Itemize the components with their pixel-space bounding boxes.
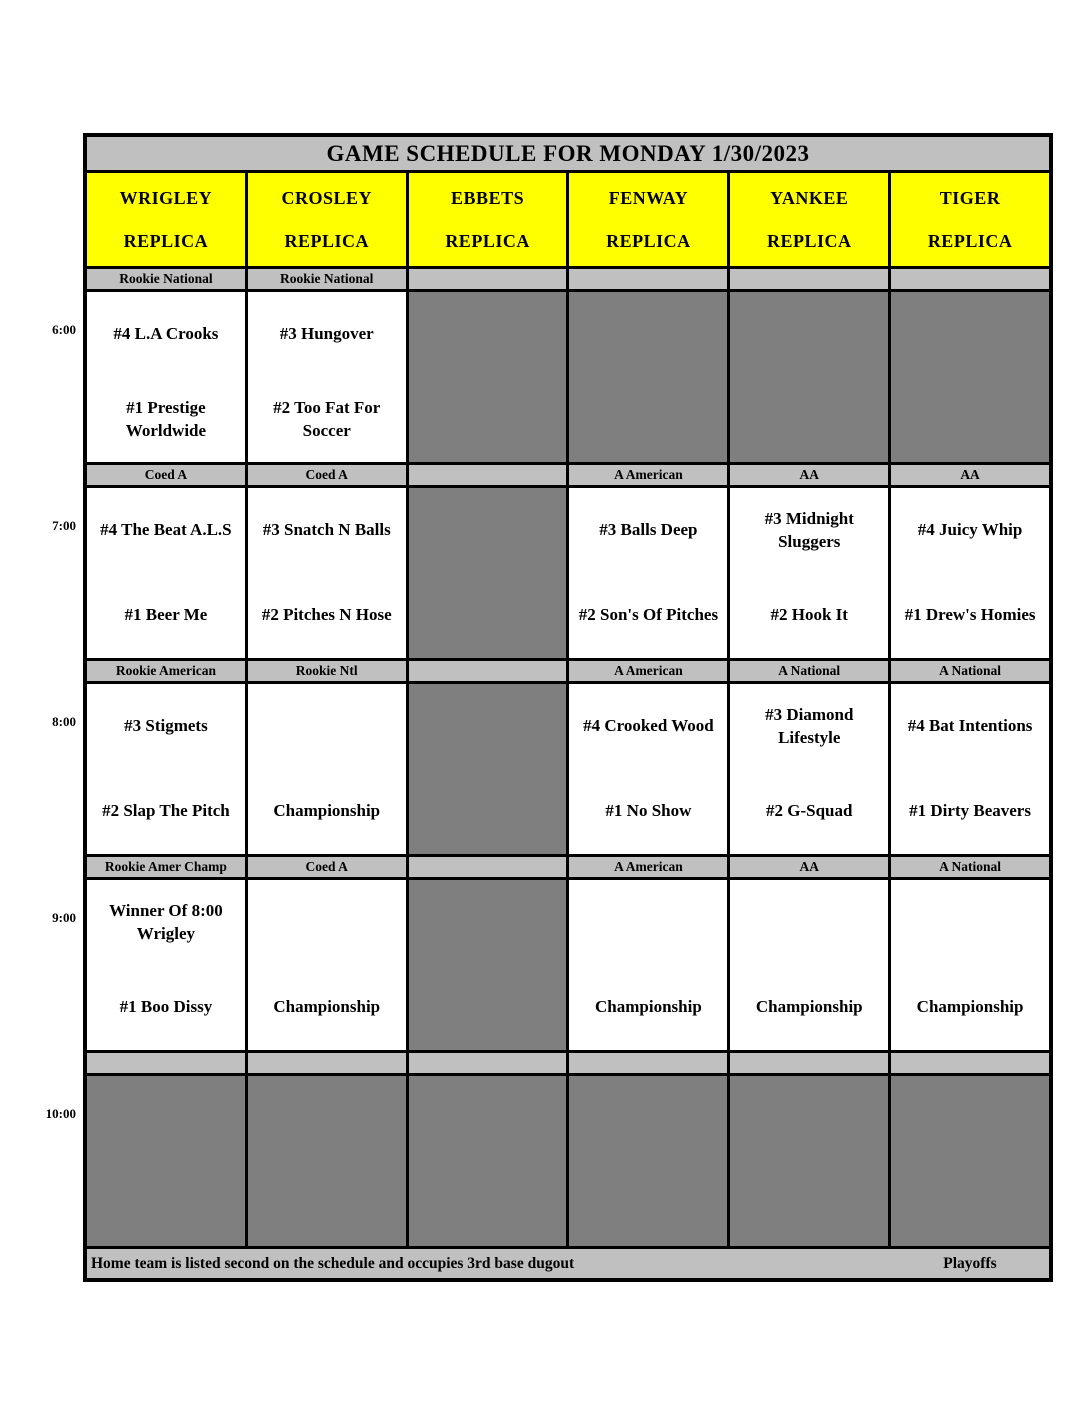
field-sub: REPLICA <box>123 231 209 251</box>
field-name: WRIGLEY <box>119 188 213 208</box>
time-label-8:00: 8:00 <box>52 714 76 729</box>
visitor-team <box>569 292 727 377</box>
field-sub: REPLICA <box>766 231 852 251</box>
game-cell-tiger-9:00 <box>891 880 1049 1050</box>
home-team: #1 Prestige Worldwide <box>125 398 207 440</box>
field-header-wrigley <box>87 173 245 266</box>
league-label-ebbets-6:00 <box>409 269 567 289</box>
home-team: #1 Boo Dissy <box>119 997 213 1017</box>
visitor-team: #3 Balls Deep <box>599 520 698 540</box>
schedule-table <box>83 133 1053 1282</box>
visitor-team: #4 Bat Intentions <box>907 716 1033 736</box>
visitor-team <box>730 880 888 965</box>
league-label-tiger-8:00: A National <box>891 661 1049 681</box>
game-cell-crosley-7:00 <box>248 488 406 658</box>
field-sub: REPLICA <box>606 231 691 251</box>
home-team: Championship <box>595 997 702 1017</box>
league-label-tiger-10:00 <box>891 1053 1049 1073</box>
visitor-team <box>891 292 1049 377</box>
league-label-ebbets-7:00 <box>409 465 567 485</box>
home-team <box>569 377 727 462</box>
field-header-fenway <box>569 173 727 266</box>
field-name: TIGER <box>939 188 1001 208</box>
visitor-team <box>730 1076 888 1161</box>
visitor-team <box>87 1076 245 1161</box>
game-cell-wrigley-7:00 <box>87 488 245 658</box>
game-cell-ebbets-9:00 <box>409 880 567 1050</box>
home-team <box>409 1161 567 1246</box>
home-team: Championship <box>273 801 381 821</box>
home-team <box>248 1161 406 1246</box>
league-label-fenway-6:00 <box>569 269 727 289</box>
time-label-7:00: 7:00 <box>52 518 76 533</box>
playoffs-label: Playoffs <box>943 1254 997 1272</box>
visitor-team: #4 Juicy Whip <box>917 520 1023 540</box>
home-team: #2 Hook It <box>770 605 848 625</box>
field-name: CROSLEY <box>281 188 372 208</box>
visitor-team <box>891 880 1049 965</box>
league-label-wrigley-8:00: Rookie American <box>87 661 245 681</box>
league-label-wrigley-6:00: Rookie National <box>87 269 245 289</box>
game-cell-crosley-8:00 <box>248 684 406 854</box>
visitor-team <box>891 1076 1049 1161</box>
league-label-fenway-8:00: A American <box>569 661 727 681</box>
visitor-team <box>248 880 406 965</box>
game-cell-ebbets-6:00 <box>409 292 567 462</box>
game-cell-ebbets-10:00 <box>409 1076 567 1246</box>
visitor-team: #4 The Beat A.L.S <box>100 520 232 540</box>
visitor-team <box>248 1076 406 1161</box>
home-team <box>409 769 567 854</box>
time-label-6:00: 6:00 <box>52 322 76 337</box>
visitor-team: #4 L.A Crooks <box>113 324 219 344</box>
visitor-team: #3 Hungover <box>279 324 374 344</box>
footer-row <box>87 1249 1049 1278</box>
game-cell-tiger-7:00 <box>891 488 1049 658</box>
home-team <box>409 377 567 462</box>
visitor-team: #3 Diamond Lifestyle <box>765 705 854 747</box>
game-cell-crosley-6:00 <box>248 292 406 462</box>
field-name: EBBETS <box>451 188 525 208</box>
home-team: #2 Pitches N Hose <box>261 605 392 625</box>
league-label-tiger-9:00: A National <box>891 857 1049 877</box>
league-label-yankee-8:00: A National <box>730 661 888 681</box>
visitor-team: #3 Snatch N Balls <box>262 520 391 540</box>
game-cell-wrigley-6:00 <box>87 292 245 462</box>
game-cell-yankee-8:00 <box>730 684 888 854</box>
league-label-crosley-6:00: Rookie National <box>248 269 406 289</box>
home-team <box>730 1161 888 1246</box>
home-team <box>569 1161 727 1246</box>
visitor-team: #3 Stigmets <box>124 716 208 736</box>
league-label-ebbets-8:00 <box>409 661 567 681</box>
league-label-yankee-9:00: AA <box>730 857 888 877</box>
league-label-wrigley-9:00: Rookie Amer Champ <box>87 857 245 877</box>
field-sub: REPLICA <box>927 231 1013 251</box>
league-label-yankee-6:00 <box>730 269 888 289</box>
time-label-9:00: 9:00 <box>52 910 76 925</box>
visitor-team <box>409 292 567 377</box>
home-team: #2 Slap The Pitch <box>102 801 230 821</box>
game-cell-yankee-9:00 <box>730 880 888 1050</box>
visitor-team: #4 Crooked Wood <box>583 716 714 736</box>
game-cell-tiger-8:00 <box>891 684 1049 854</box>
home-team: #2 G-Squad <box>766 801 853 821</box>
visitor-team <box>409 880 567 965</box>
game-cell-wrigley-9:00 <box>87 880 245 1050</box>
game-cell-tiger-6:00 <box>891 292 1049 462</box>
visitor-team <box>409 488 567 573</box>
league-label-wrigley-7:00: Coed A <box>87 465 245 485</box>
field-header-yankee <box>730 173 888 266</box>
game-cell-ebbets-7:00 <box>409 488 567 658</box>
game-cell-fenway-9:00 <box>569 880 727 1050</box>
game-cell-wrigley-10:00 <box>87 1076 245 1246</box>
visitor-team: #3 Midnight Sluggers <box>764 509 854 551</box>
home-team: #2 Too Fat For Soccer <box>273 398 381 440</box>
game-cell-wrigley-8:00 <box>87 684 245 854</box>
field-name: YANKEE <box>770 188 849 208</box>
league-label-tiger-7:00: AA <box>891 465 1049 485</box>
visitor-team <box>569 880 727 965</box>
game-cell-fenway-8:00 <box>569 684 727 854</box>
game-cell-yankee-6:00 <box>730 292 888 462</box>
league-label-yankee-7:00: AA <box>730 465 888 485</box>
time-label-10:00: 10:00 <box>45 1106 76 1121</box>
home-team <box>891 1161 1049 1246</box>
league-label-tiger-6:00 <box>891 269 1049 289</box>
home-team: #1 Drew's Homies <box>904 605 1036 625</box>
visitor-team: Winner Of 8:00 Wrigley <box>109 901 223 943</box>
home-team <box>409 965 567 1050</box>
field-name: FENWAY <box>608 188 689 208</box>
game-cell-tiger-10:00 <box>891 1076 1049 1246</box>
visitor-team <box>248 684 406 769</box>
game-cell-fenway-10:00 <box>569 1076 727 1246</box>
schedule-title: GAME SCHEDULE FOR MONDAY 1/30/2023 <box>87 137 1049 170</box>
home-team: #1 No Show <box>605 801 692 821</box>
game-cell-fenway-6:00 <box>569 292 727 462</box>
game-cell-fenway-7:00 <box>569 488 727 658</box>
home-team-note: Home team is listed second on the schedule and occupies 3rd base dugout <box>91 1254 575 1272</box>
game-cell-yankee-10:00 <box>730 1076 888 1246</box>
league-label-ebbets-9:00 <box>409 857 567 877</box>
home-team: #1 Dirty Beavers <box>909 801 1031 821</box>
league-label-crosley-9:00: Coed A <box>248 857 406 877</box>
field-header-tiger <box>891 173 1049 266</box>
league-label-wrigley-10:00 <box>87 1053 245 1073</box>
field-header-crosley <box>248 173 406 266</box>
league-label-crosley-10:00 <box>248 1053 406 1073</box>
league-label-fenway-7:00: A American <box>569 465 727 485</box>
league-label-fenway-9:00: A American <box>569 857 727 877</box>
home-team <box>409 573 567 658</box>
visitor-team <box>730 292 888 377</box>
home-team <box>891 377 1049 462</box>
visitor-team <box>409 1076 567 1161</box>
field-sub: REPLICA <box>445 231 530 251</box>
field-header-ebbets <box>409 173 567 266</box>
game-cell-yankee-7:00 <box>730 488 888 658</box>
game-cell-crosley-10:00 <box>248 1076 406 1246</box>
league-label-fenway-10:00 <box>569 1053 727 1073</box>
home-team <box>87 1161 245 1246</box>
home-team: Championship <box>916 997 1024 1017</box>
visitor-team <box>409 684 567 769</box>
home-team <box>730 377 888 462</box>
home-team: #2 Son's Of Pitches <box>578 605 719 625</box>
league-label-crosley-7:00: Coed A <box>248 465 406 485</box>
game-cell-ebbets-8:00 <box>409 684 567 854</box>
league-label-crosley-8:00: Rookie Ntl <box>248 661 406 681</box>
field-sub: REPLICA <box>284 231 369 251</box>
visitor-team <box>569 1076 727 1161</box>
home-team: Championship <box>273 997 381 1017</box>
home-team: #1 Beer Me <box>124 605 208 625</box>
game-cell-crosley-9:00 <box>248 880 406 1050</box>
league-label-ebbets-10:00 <box>409 1053 567 1073</box>
home-team: Championship <box>755 997 863 1017</box>
league-label-yankee-10:00 <box>730 1053 888 1073</box>
